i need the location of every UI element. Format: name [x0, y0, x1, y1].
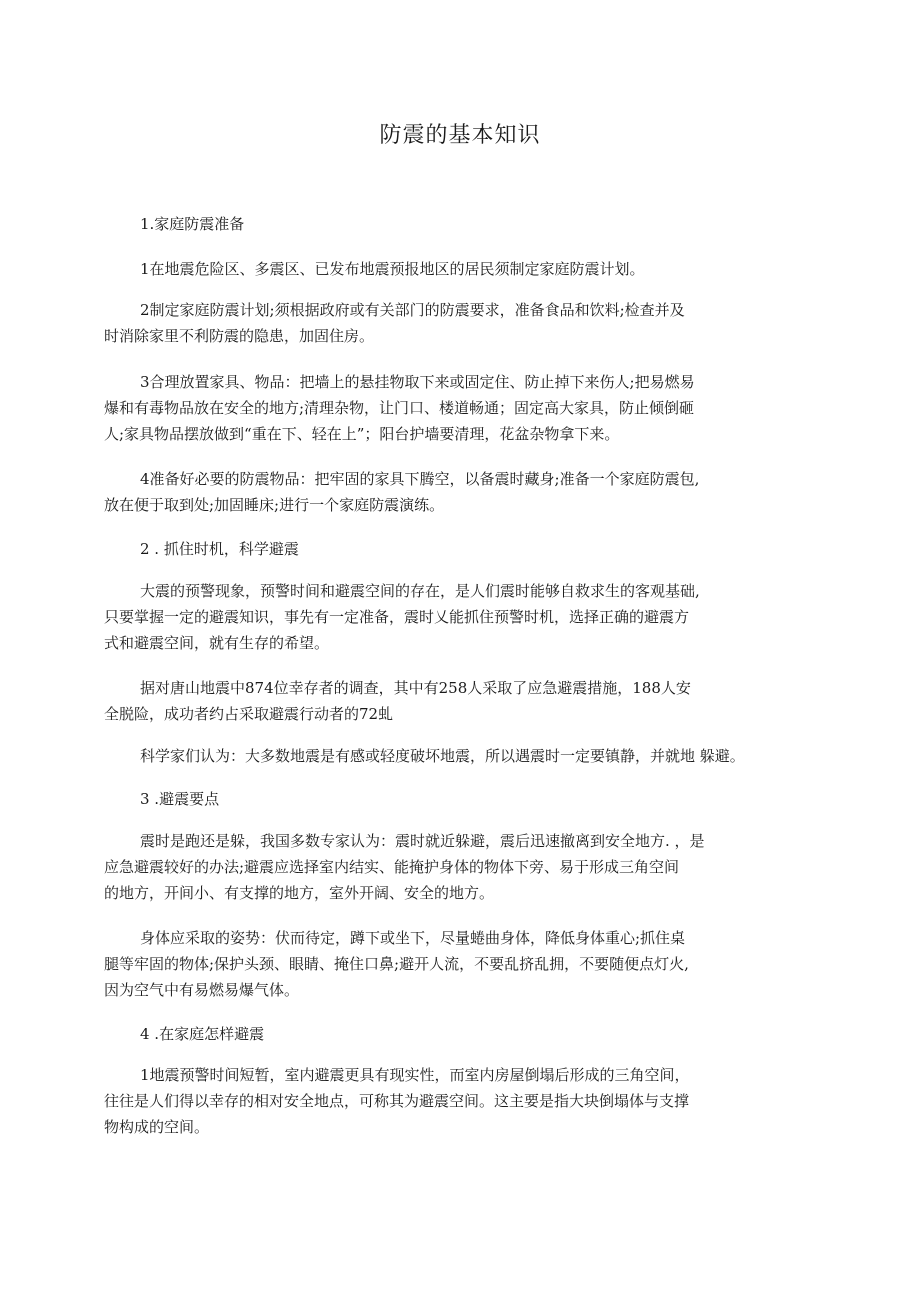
section-heading: 2 . 抓住时机，科学避震	[140, 540, 299, 558]
text-line: 爆和有毒物品放在安全的地方;清理杂物，让门口、楼道畅通；固定高大家具，防止倾倒砸	[104, 399, 695, 417]
text-line: 式和避震空间，就有生存的希望。	[104, 634, 330, 652]
text-line: 科学家们认为：大多数地震是有感或轻度破坏地震，所以遇震时一定要镇静，并就地 躲避。	[140, 747, 745, 765]
text-line: 1.家庭防震准备	[140, 215, 245, 233]
text-line: 时消除家里不利防震的隐患，加固住房。	[104, 327, 375, 345]
text-line: 放在便于取到处;加固睡床;进行一个家庭防震演练。	[104, 496, 445, 514]
text-line: 据对唐山地震中874位幸存者的调查，其中有258人采取了应急避震措施，188人安	[140, 679, 691, 697]
text-line: 往往是人们得以幸存的相对安全地点，可称其为避震空间。这主要是指大块倒塌体与支撑	[104, 1092, 690, 1110]
section-heading: 3 .避震要点	[140, 790, 220, 808]
text-line: 的地方，开间小、有支撑的地方，室外开阔、安全的地方。	[104, 884, 495, 902]
text-line: 震时是跑还是躲，我国多数专家认为：震时就近躲避，震后迅速撤离到安全地方. ，是	[140, 832, 705, 850]
document-title: 防震的基本知识	[379, 123, 541, 148]
text-line: 3合理放置家具、物品：把墙上的悬挂物取下来或固定住、防止掉下来伤人;把易燃易	[140, 373, 695, 391]
text-line: 人;家具物品摆放做到“重在下、轻在上”；阳台护墙要清理，花盆杂物拿下来。	[104, 425, 620, 443]
text-line: 1地震预警时间短暂，室内避震更具有现实性，而室内房屋倒塌后形成的三角空间，	[140, 1066, 690, 1084]
section-heading: 4 .在家庭怎样避震	[140, 1025, 265, 1043]
text-line: 2制定家庭防震计划;须根据政府或有关部门的防震要求，准备食品和饮料;检查并及	[140, 301, 685, 319]
text-line: 因为空气中有易燃易爆气体。	[104, 981, 300, 999]
text-line: 全脱险，成功者约占采取避震行动者的72虬	[104, 705, 394, 723]
text-line: 应急避震较好的办法;避震应选择室内结实、能掩护身体的物体下旁、易于形成三角空间	[104, 858, 680, 876]
text-line: 只要掌握一定的避震知识，事先有一定准备，震时乂能抓住预警时机，选择正确的避震方	[104, 608, 690, 626]
text-line: 大震的预警现象，预警时间和避震空间的存在，是人们震时能够自救求生的客观基础,	[140, 582, 700, 600]
text-line: 身体应采取的姿势：伏而待定，蹲下或坐下，尽量蜷曲身体，降低身体重心;抓住桌	[140, 929, 686, 947]
text-line: 1在地震危险区、多震区、已发布地震预报地区的居民须制定家庭防震计划。	[140, 260, 645, 278]
text-line: 4准备好必要的防震物品：把牢固的家具下腾空，以备震时藏身;准备一个家庭防震包,	[140, 470, 700, 488]
text-line: 腿等牢固的物体;保护头颈、眼睛、掩住口鼻;避开人流，不要乱挤乱拥，不要随便点灯火,	[104, 955, 689, 973]
text-line: 物构成的空间。	[104, 1118, 210, 1136]
